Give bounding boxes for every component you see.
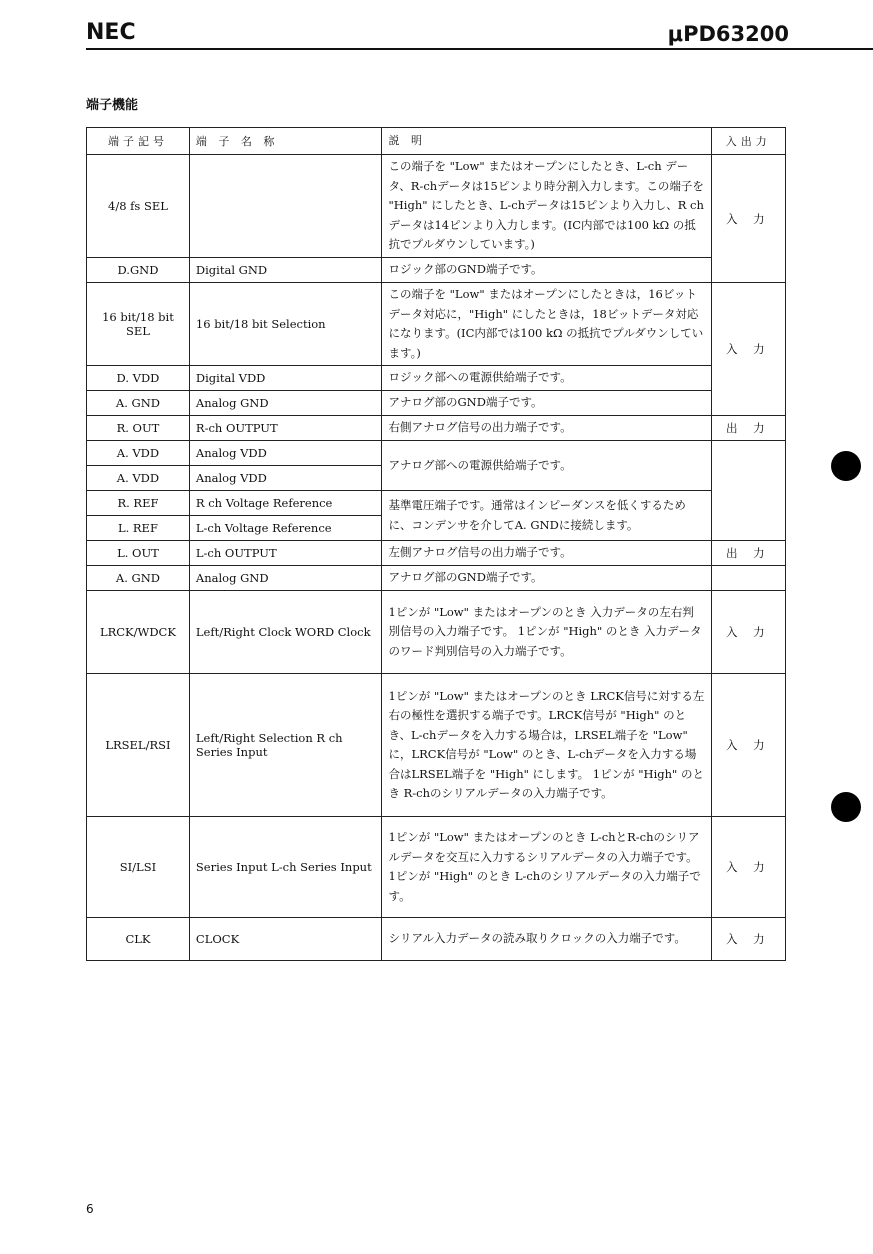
pin-name: Digital GND	[189, 258, 382, 283]
pin-description: 1ピンが "Low" またはオープンのとき LRCK信号に対する左右の極性を選択する端子です。LRCK信号が "High" のとき、L-chデータを入力する場合は，LRSEL端子を "Low" に，LRCK信号が "Low" のとき、L-chデータを入力する場合はLRSEL端子を "High" にします。 1ピンが "High" のとき R-chのシリアルデータの入力端子です。	[382, 674, 711, 817]
table-row	[87, 366, 786, 391]
pin-symbol: R. OUT	[87, 416, 190, 441]
pin-description: アナログ部のGND端子です。	[382, 391, 711, 416]
table-row	[87, 391, 786, 416]
table-row	[87, 674, 786, 817]
pin-io: 入 力	[711, 817, 785, 918]
pin-name: R-ch OUTPUT	[189, 416, 382, 441]
pin-name: 16 bit/18 bit Selection	[189, 283, 382, 366]
pin-name: R ch Voltage Reference	[189, 491, 382, 516]
table-row	[87, 416, 786, 441]
pin-symbol: L. OUT	[87, 541, 190, 566]
pin-description: ロジック部への電源供給端子です。	[382, 366, 711, 391]
pin-io: 入 力	[711, 155, 785, 283]
pin-name: Left/Right Selection R ch Series Input	[189, 674, 382, 817]
pin-description: 基準電圧端子です。通常はインピーダンスを低くするために、コンデンサを介してA. GNDに接続します。	[382, 491, 711, 541]
pin-symbol: D.GND	[87, 258, 190, 283]
pin-function-table	[86, 127, 786, 961]
header-pin-symbol: 端子記号	[87, 128, 190, 155]
header-description: 説 明	[382, 128, 711, 155]
pin-description: 1ピンが "Low" またはオープンのとき L-chとR-chのシリアルデータを交互に入力するシリアルデータの入力端子です。 1ピンが "High" のとき L-chのシリアルデータの入力端子です。	[382, 817, 711, 918]
pin-io: 出 力	[711, 541, 785, 566]
pin-symbol: CLK	[87, 918, 190, 961]
part-number: μPD63200	[667, 22, 789, 46]
table-row	[87, 258, 786, 283]
pin-io	[711, 441, 785, 541]
pin-symbol: SI/LSI	[87, 817, 190, 918]
pin-io	[711, 566, 785, 591]
pin-symbol: LRSEL/RSI	[87, 674, 190, 817]
pin-symbol: R. REF	[87, 491, 190, 516]
pin-description: 右側アナログ信号の出力端子です。	[382, 416, 711, 441]
pin-symbol: A. GND	[87, 566, 190, 591]
pin-name: Left/Right Clock WORD Clock	[189, 591, 382, 674]
pin-name: Analog VDD	[189, 466, 382, 491]
pin-description: この端子を "Low" またはオープンにしたとき、L-ch データ、R-chデータは15ピンより時分割入力します。この端子を "High" にしたとき、L-chデータは15ピンより入力し、R chデータは14ピンより入力します。(IC内部では100 kΩ の抵抗でプルダウンしています。)	[382, 155, 711, 258]
pin-symbol: A. GND	[87, 391, 190, 416]
header-io: 入出力	[711, 128, 785, 155]
pin-symbol: D. VDD	[87, 366, 190, 391]
nec-logo: NEC	[86, 20, 136, 45]
page-number: 6	[86, 1202, 94, 1216]
pin-io: 入 力	[711, 283, 785, 416]
pin-io: 出 力	[711, 416, 785, 441]
pin-symbol: A. VDD	[87, 441, 190, 466]
pin-symbol: 16 bit/18 bit SEL	[87, 283, 190, 366]
pin-symbol: 4/8 fs SEL	[87, 155, 190, 258]
header-pin-name: 端 子 名 称	[189, 128, 382, 155]
pin-io: 入 力	[711, 591, 785, 674]
pin-symbol: LRCK/WDCK	[87, 591, 190, 674]
table-row	[87, 491, 786, 516]
binder-hole-mark	[831, 451, 861, 481]
pin-name: Series Input L-ch Series Input	[189, 817, 382, 918]
pin-name: CLOCK	[189, 918, 382, 961]
pin-name: Analog GND	[189, 566, 382, 591]
table-row	[87, 441, 786, 466]
table-row	[87, 155, 786, 258]
table-row	[87, 918, 786, 961]
table-row	[87, 283, 786, 366]
pin-name: L-ch OUTPUT	[189, 541, 382, 566]
table-row	[87, 591, 786, 674]
section-title: 端子機能	[86, 98, 139, 113]
pin-description: アナログ部のGND端子です。	[382, 566, 711, 591]
table-header-row	[87, 128, 786, 155]
pin-io: 入 力	[711, 674, 785, 817]
pin-name	[189, 155, 382, 258]
pin-name: Analog GND	[189, 391, 382, 416]
table-row	[87, 817, 786, 918]
pin-symbol: L. REF	[87, 516, 190, 541]
pin-description: 1ピンが "Low" またはオープンのとき 入力データの左右判別信号の入力端子です。 1ピンが "High" のとき 入力データのワード判別信号の入力端子です。	[382, 591, 711, 674]
header-divider	[86, 48, 873, 50]
table-row	[87, 541, 786, 566]
binder-hole-mark	[831, 792, 861, 822]
pin-name: Digital VDD	[189, 366, 382, 391]
pin-name: L-ch Voltage Reference	[189, 516, 382, 541]
pin-description: シリアル入力データの読み取りクロックの入力端子です。	[382, 918, 711, 961]
pin-symbol: A. VDD	[87, 466, 190, 491]
pin-name: Analog VDD	[189, 441, 382, 466]
pin-description: アナログ部への電源供給端子です。	[382, 441, 711, 491]
pin-io: 入 力	[711, 918, 785, 961]
pin-description: この端子を "Low" またはオープンにしたときは，16ビットデータ対応に，"High" にしたときは，18ビットデータ対応になります。(IC内部では100 kΩ の抵抗でプルダウンしています。)	[382, 283, 711, 366]
pin-description: 左側アナログ信号の出力端子です。	[382, 541, 711, 566]
table-row	[87, 566, 786, 591]
pin-description: ロジック部のGND端子です。	[382, 258, 711, 283]
